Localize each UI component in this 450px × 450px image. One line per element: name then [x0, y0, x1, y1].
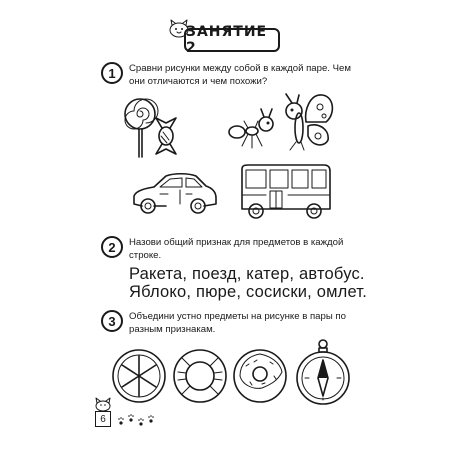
paw-prints-icon	[118, 414, 156, 428]
lesson-title: ЗАНЯТИЕ 2	[184, 28, 280, 52]
butterfly-icon	[280, 92, 338, 154]
lifebuoy-icon	[172, 348, 228, 404]
task-number: 1	[101, 62, 123, 84]
ant-icon	[228, 108, 280, 152]
task-number: 3	[101, 310, 123, 332]
donut-icon	[232, 348, 288, 404]
task-instruction: Назови общий признак для предметов в каждой строке.	[129, 237, 344, 261]
page-number: 6	[95, 411, 111, 427]
bus-icon	[238, 163, 334, 221]
car-icon	[130, 170, 218, 218]
word-row: Ракета, поезд, катер, автобус.	[129, 265, 365, 283]
lemon-slice-icon	[111, 348, 167, 404]
compass-icon	[293, 338, 353, 406]
task-instruction: Объедини устно предметы на рисунке в пары по разным признакам.	[129, 311, 346, 335]
task-instruction: Сравни рисунки между собой в каждой паре. Чем они отличаются и чем похожи?	[129, 63, 351, 87]
candy-icon	[152, 115, 180, 157]
mascot-icon	[94, 397, 112, 411]
word-row: Яблоко, пюре, сосиски, омлет.	[129, 283, 368, 301]
task-number: 2	[101, 236, 123, 258]
